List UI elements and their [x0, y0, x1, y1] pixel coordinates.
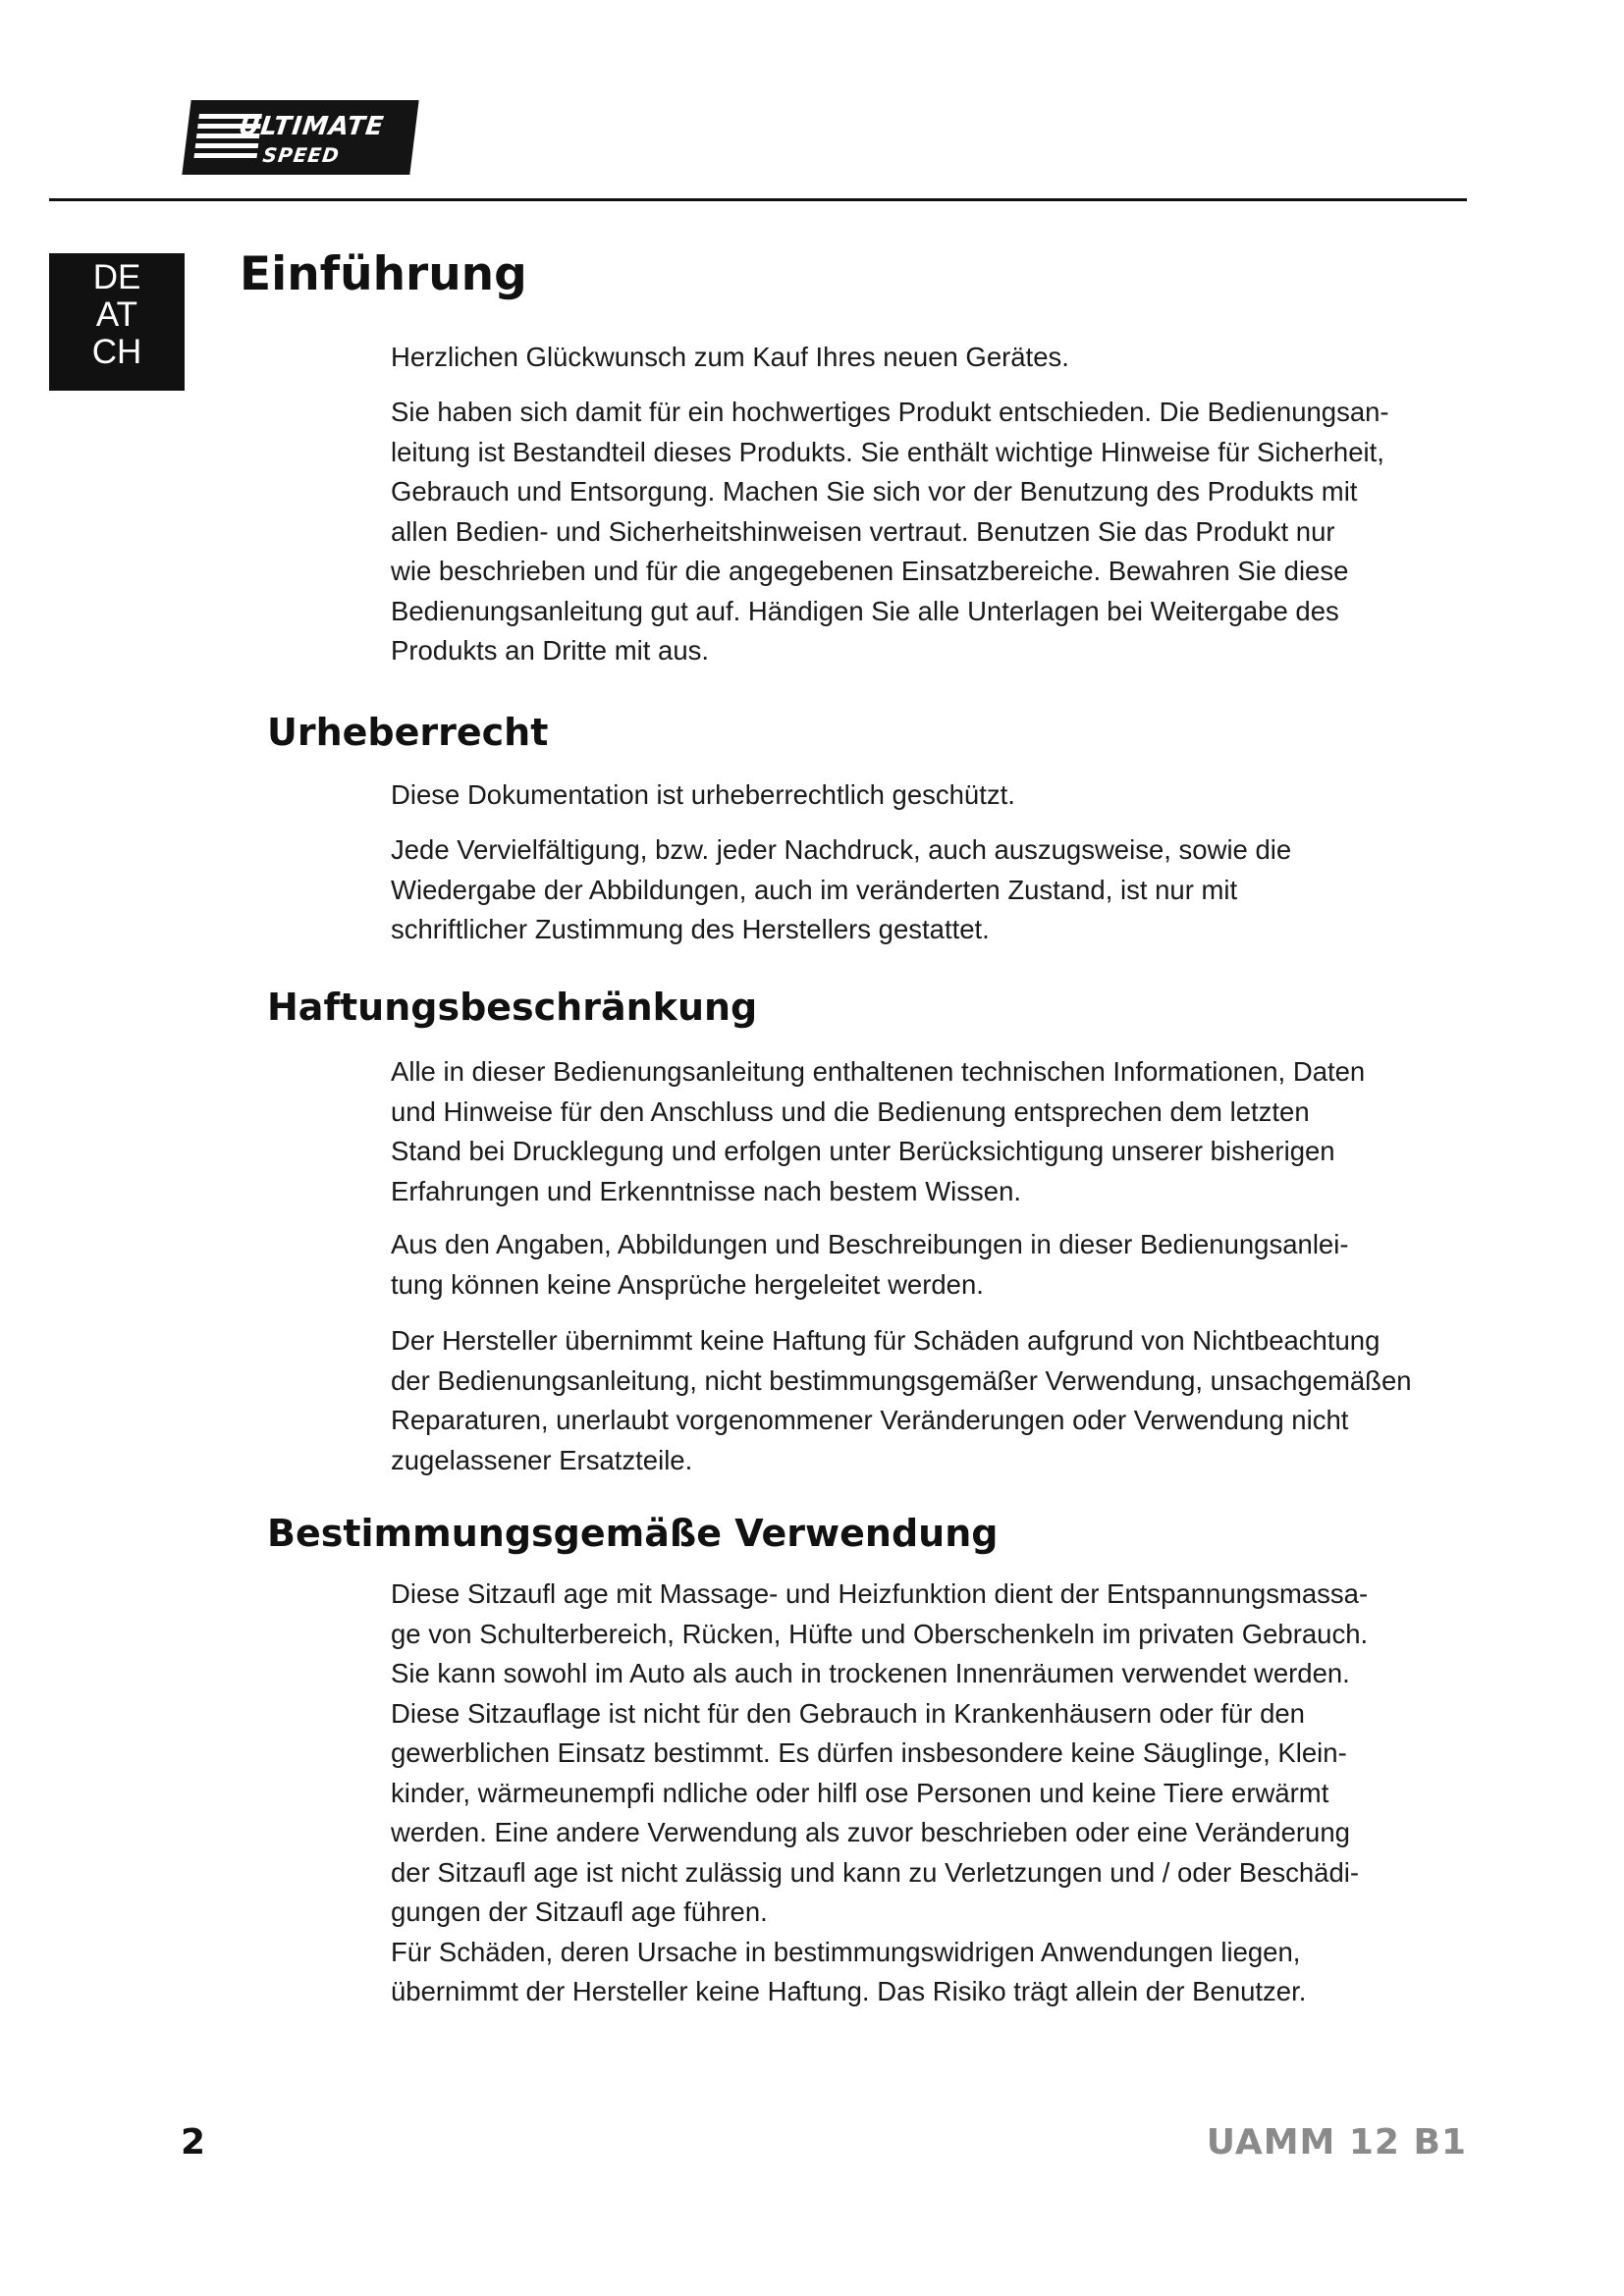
text-line: allen Bedien- und Sicherheitshinweisen vertraut. Benutzen Sie das Produkt nur	[391, 515, 1335, 547]
text-line: übernimmt der Hersteller keine Haftung. Das Risiko trägt allein der Benutzer.	[391, 1976, 1307, 2006]
text-line: Für Schäden, deren Ursache in bestimmungswidrigen Anwendungen liegen,	[391, 1936, 1301, 1967]
section-title-bestimmungsgemaesse-verwendung: Bestimmungsgemäße Verwendung	[267, 1512, 999, 1555]
text-line: Der Hersteller übernimmt keine Haftung für Schäden aufgrund von Nichtbeachtung	[391, 1325, 1380, 1356]
text-line: Stand bei Drucklegung und erfolgen unter Berücksichtigung unserer bisherigen	[391, 1136, 1335, 1166]
text-line: der Sitzaufl age ist nicht zulässig und kann zu Verletzungen und / oder Beschädi-	[391, 1856, 1360, 1888]
text-line: Herzlichen Glückwunsch zum Kauf Ihres neuen Gerätes.	[391, 342, 1069, 372]
text-line: gewerblichen Einsatz bestimmt. Es dürfen insbesondere keine Säuglinge, Klein-	[391, 1737, 1347, 1768]
paragraph	[391, 1321, 1432, 1480]
section-title-haftungsbeschraenkung: Haftungsbeschränkung	[267, 986, 758, 1029]
text-line: tung können keine Ansprüche hergeleitet werden.	[391, 1268, 984, 1300]
text-line: Gebrauch und Entsorgung. Machen Sie sich vor der Benutzung des Produkts mit	[391, 476, 1358, 507]
brand-logo	[182, 100, 418, 175]
text-line: Produkts an Dritte mit aus.	[391, 635, 710, 666]
logo-text-ultimate: ULTIMATE	[237, 112, 386, 141]
paragraph	[391, 1225, 1432, 1305]
page-number: 2	[181, 2122, 206, 2163]
text-line: Sie haben sich damit für ein hochwertiges Produkt entschieden. Die Bedienungsan-	[391, 397, 1389, 427]
text-line: Jede Vervielfältigung, bzw. jeder Nachdruck, auch auszugsweise, sowie die	[391, 834, 1292, 865]
paragraph	[391, 1575, 1432, 2012]
text-line: schriftlicher Zustimmung des Herstellers gestattet.	[391, 914, 990, 944]
paragraph	[391, 775, 1432, 816]
language-code: DE	[92, 258, 141, 296]
text-line: gungen der Sitzaufl age führen.	[391, 1896, 768, 1927]
text-line: Diese Sitzaufl age mit Massage- und Heizfunktion dient der Entspannungsmassa-	[391, 1578, 1369, 1609]
paragraph	[391, 393, 1432, 671]
language-code: AT	[95, 295, 138, 334]
text-line: Bedienungsanleitung gut auf. Händigen Sie alle Unterlagen bei Weitergabe des	[391, 595, 1339, 626]
text-line: werden. Eine andere Verwendung als zuvor beschrieben oder eine Veränderung	[391, 1817, 1350, 1847]
text-line: ge von Schulterbereich, Rücken, Hüfte und Oberschenkeln im privaten Gebrauch.	[391, 1618, 1369, 1649]
text-line: wie beschrieben und für die angegebenen Einsatzbereiche. Bewahren Sie diese	[391, 556, 1349, 586]
text-line: der Bedienungsanleitung, nicht bestimmungsgemäßer Verwendung, unsachgemäßen	[391, 1364, 1412, 1396]
text-line: Erfahrungen und Erkenntnisse nach bestem Wissen.	[391, 1175, 1022, 1206]
paragraph	[391, 830, 1432, 950]
section-title-urheberrecht: Urheberrecht	[267, 711, 549, 754]
header-rule	[49, 198, 1467, 201]
text-line: Diese Dokumentation ist urheberrechtlich geschützt.	[391, 779, 1015, 810]
text-line: Alle in dieser Bedienungsanleitung enthaltenen technischen Informationen, Daten	[391, 1056, 1366, 1087]
text-line: Wiedergabe der Abbildungen, auch im veränderten Zustand, ist nur mit	[391, 874, 1238, 905]
logo-text-speed: SPEED	[261, 143, 342, 167]
text-line: Aus den Angaben, Abbildungen und Beschreibungen in dieser Bedienungsanlei-	[391, 1229, 1349, 1259]
language-tab	[49, 253, 185, 391]
language-code: CH	[91, 333, 142, 371]
text-line: Reparaturen, unerlaubt vorgenommener Veränderungen oder Verwendung nicht	[391, 1405, 1349, 1435]
paragraph	[391, 1052, 1432, 1211]
model-number: UAMM 12 B1	[1206, 2122, 1467, 2163]
text-line: kinder, wärmeunempfi ndliche oder hilfl ose Personen und keine Tiere erwärmt	[391, 1777, 1329, 1808]
paragraph	[391, 338, 1432, 378]
text-line: zugelassener Ersatzteile.	[391, 1444, 693, 1475]
text-line: und Hinweise für den Anschluss und die Bedienung entsprechen dem letzten	[391, 1095, 1310, 1127]
text-line: Diese Sitzauflage ist nicht für den Gebrauch in Krankenhäusern oder für den	[391, 1697, 1305, 1729]
text-line: leitung ist Bestandteil dieses Produkts. Sie enthält wichtige Hinweise für Sicherheit,	[391, 436, 1384, 467]
section-title-einfuehrung: Einführung	[240, 247, 527, 301]
text-line: Sie kann sowohl im Auto als auch in trockenen Innenräumen verwendet werden.	[391, 1658, 1350, 1688]
